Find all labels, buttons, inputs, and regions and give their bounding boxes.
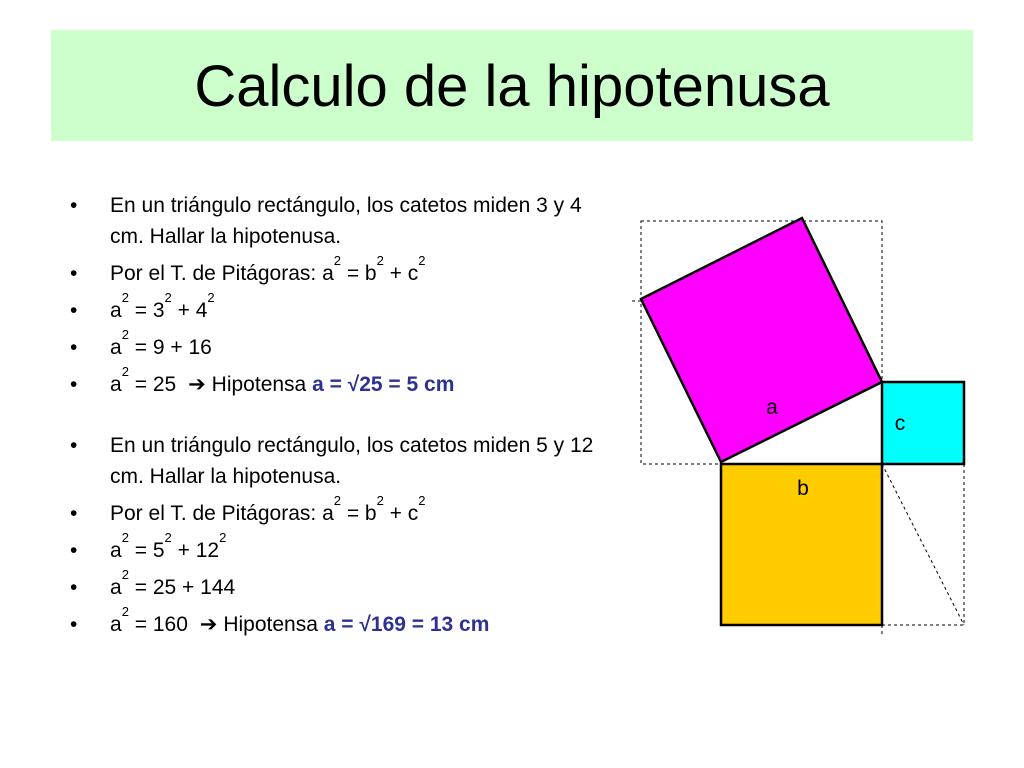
exponent: 2 — [121, 364, 129, 379]
exponent: 2 — [418, 493, 426, 508]
theorem-prefix: Por el T. de Pitágoras: — [110, 262, 323, 285]
theorem-prefix: Por el T. de Pitágoras: — [110, 502, 323, 525]
var-a: a — [110, 336, 122, 359]
var-a: a — [110, 373, 122, 396]
bullet-icon: • — [70, 194, 78, 217]
number: 5 — [152, 539, 165, 562]
var-c: c — [407, 262, 419, 285]
expression: = 25 — [128, 373, 183, 396]
label-a: a — [766, 396, 778, 419]
label-b: b — [797, 477, 809, 500]
bullet-icon: • — [70, 576, 78, 599]
label-c: c — [894, 412, 906, 435]
statement-text: En un triángulo rectángulo, los catetos miden 3 y 4 cm. Hallar la hipotenusa. — [110, 194, 582, 248]
right-arrow-icon: ➔ — [199, 613, 218, 636]
bullet-icon: • — [70, 262, 78, 285]
right-arrow-icon: ➔ — [188, 373, 206, 396]
expression: = 160 — [128, 613, 194, 636]
dashed-diagonal — [882, 464, 964, 625]
var-a: a — [322, 502, 334, 525]
var-b: b — [364, 262, 377, 285]
equals: = — [128, 299, 153, 322]
bullet-icon: • — [70, 373, 78, 396]
hypotenuse-word: Hipotensa — [211, 373, 313, 396]
var-a: a — [110, 613, 122, 636]
expression: = 25 + 144 — [128, 576, 236, 599]
exponent: 2 — [164, 530, 172, 545]
var-a: a — [110, 576, 122, 599]
exponent: 2 — [121, 604, 129, 619]
bullet-icon: • — [70, 613, 78, 636]
var-a: a — [110, 299, 122, 322]
exponent: 2 — [121, 327, 129, 342]
var-c: c — [407, 502, 419, 525]
equals: = — [128, 539, 153, 562]
var-a: a — [322, 262, 334, 285]
statement-text: En un triángulo rectángulo, los catetos miden 5 y 12 cm. Hallar la hipotenusa. — [110, 434, 594, 488]
exponent: 2 — [333, 253, 341, 268]
bullet-icon: • — [70, 336, 78, 359]
square-a — [641, 218, 882, 462]
equals: = — [340, 502, 365, 525]
exponent: 2 — [164, 290, 172, 305]
expression: = 9 + 16 — [128, 336, 212, 359]
exponent: 2 — [121, 567, 129, 582]
number: 4 — [195, 299, 208, 322]
number: 12 — [195, 539, 220, 562]
plus: + — [383, 262, 408, 285]
exponent: 2 — [418, 253, 426, 268]
number: 3 — [152, 299, 165, 322]
exponent: 2 — [121, 530, 129, 545]
plus: + — [383, 502, 408, 525]
hypotenuse-word: Hipotensa — [223, 613, 324, 636]
bullet-icon: • — [70, 502, 78, 525]
plus: + — [171, 539, 196, 562]
exponent: 2 — [333, 493, 341, 508]
bullet-icon: • — [70, 539, 78, 562]
bullet-icon: • — [70, 434, 78, 457]
exponent: 2 — [219, 530, 227, 545]
answer-text: a = √25 = 5 cm — [312, 373, 455, 396]
bullet-icon: • — [70, 299, 78, 322]
equals: = — [340, 262, 365, 285]
slide-title: Calculo de la hipotenusa — [194, 54, 830, 119]
exponent: 2 — [121, 290, 129, 305]
plus: + — [171, 299, 196, 322]
var-b: b — [364, 502, 377, 525]
var-a: a — [110, 539, 122, 562]
exponent: 2 — [376, 253, 384, 268]
exponent: 2 — [376, 493, 384, 508]
exponent: 2 — [207, 290, 215, 305]
answer-text: a = √169 = 13 cm — [323, 613, 490, 636]
